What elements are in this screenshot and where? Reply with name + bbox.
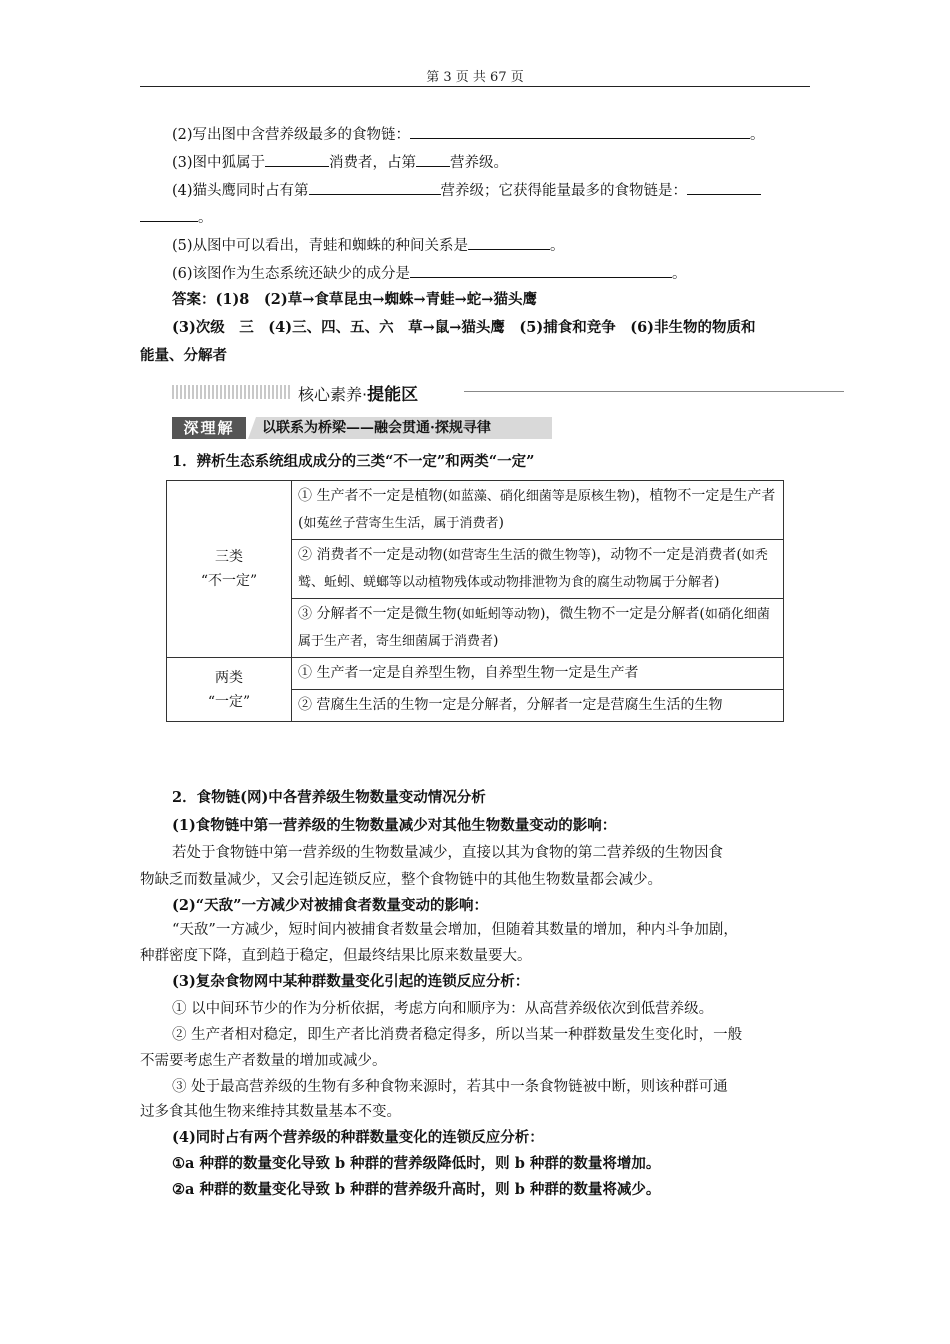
subsection-1-title: (1)食物链中第一营养级的生物数量减少对其他生物数量变动的影响： xyxy=(172,817,617,834)
table-row xyxy=(167,658,784,690)
banner-dots xyxy=(172,385,292,399)
paragraph-line: 物缺乏而数量减少，又会引起连锁反应，整个食物链中的其他生物数量都会减少。 xyxy=(140,872,662,888)
paragraph-line: “天敌”一方减少，短时间内被捕食者数量会增加，但随着其数量的增加，种内斗争加剧， xyxy=(172,922,738,938)
banner-rule xyxy=(464,391,844,392)
list-item: ③ 处于最高营养级的生物有多种食物来源时，若其中一条食物链被中断，则该种群可通 xyxy=(172,1079,728,1095)
question-3: (3)图中狐属于 消费者，占第 营养级。 xyxy=(172,152,508,173)
paragraph-line: 若处于食物链中第一营养级的生物数量减少，直接以其为食物的第二营养级的生物因食 xyxy=(172,845,723,861)
answer-line-1: 答案：(1)8 (2)草→食草昆虫→蜘蛛→青蛙→蛇→猫头鹰 xyxy=(172,291,537,308)
list-item: ①a 种群的数量变化导致 b 种群的营养级降低时，则 b 种群的数量将增加。 xyxy=(172,1155,661,1172)
answer-blank xyxy=(687,180,761,195)
table-cell: ② 消费者不一定是动物(如营寄生生活的微生物等)，动物不一定是消费者(如秃鹫、蚯蚓、蜣螂等以动植物残体或动物排泄物为食的腐生动物属于分解者) xyxy=(292,540,784,599)
category-cell: 三类 “不一定” xyxy=(167,481,292,658)
tag-label: 深理解 xyxy=(172,417,246,439)
question-4-continued: 。 xyxy=(140,207,213,228)
question-5: (5)从图中可以看出，青蛙和蜘蛛的种间关系是 。 xyxy=(172,235,565,256)
question-6: (6)该图作为生态系统还缺少的成分是 。 xyxy=(172,263,687,284)
point-2-title: 2．食物链(网)中各营养级生物数量变动情况分析 xyxy=(172,789,486,806)
table-row xyxy=(167,481,784,540)
answer-blank xyxy=(468,235,550,250)
section-banner xyxy=(172,380,844,406)
question-4: (4)猫头鹰同时占有第 营养级；它获得能量最多的食物链是： xyxy=(172,180,761,201)
components-table xyxy=(166,480,784,722)
list-item: ② 生产者相对稳定，即生产者比消费者稳定得多，所以当某一种群数量发生变化时，一般 xyxy=(172,1027,743,1043)
subsection-4-title: (4)同时占有两个营养级的种群数量变化的连锁反应分析： xyxy=(172,1129,544,1146)
section-tag xyxy=(172,417,552,439)
point-1-title: 1．辨析生态系统组成成分的三类“不一定”和两类“一定” xyxy=(172,453,535,470)
list-item-continued: 不需要考虑生产者数量的增加或减少。 xyxy=(140,1053,387,1069)
answer-blank xyxy=(410,124,750,139)
page-number-header: 第 3 页 共 67 页 xyxy=(426,70,524,85)
list-item: ① 以中间环节少的作为分析依据，考虑方向和顺序为：从高营养级依次到低营养级。 xyxy=(172,1001,714,1017)
list-item: ②a 种群的数量变化导致 b 种群的营养级升高时，则 b 种群的数量将减少。 xyxy=(172,1181,661,1198)
paragraph-line: 种群密度下降，直到趋于稳定，但最终结果比原来数量要大。 xyxy=(140,948,532,964)
answer-blank xyxy=(410,263,672,278)
subsection-3-title: (3)复杂食物网中某种群数量变化引起的连锁反应分析： xyxy=(172,973,530,990)
question-2: (2)写出图中含营养级最多的食物链： 。 xyxy=(172,124,765,145)
answer-blank xyxy=(309,180,441,195)
banner-title: 核心素养·提能区 xyxy=(298,385,419,405)
category-cell: 两类 “一定” xyxy=(167,658,292,722)
answer-blank xyxy=(416,152,450,167)
answer-blank xyxy=(140,207,198,222)
answer-line-3: 能量、分解者 xyxy=(140,347,227,364)
tag-subtitle: 以联系为桥梁——融会贯通·探规寻律 xyxy=(246,417,552,439)
table-cell: ② 营腐生生活的生物一定是分解者，分解者一定是营腐生生活的生物 xyxy=(292,690,784,722)
list-item-continued: 过多食其他生物来维持其数量基本不变。 xyxy=(140,1104,401,1120)
table-cell: ① 生产者不一定是植物(如蓝藻、硝化细菌等是原核生物)，植物不一定是生产者(如菟丝子营寄生生活，属于消费者) xyxy=(292,481,784,540)
subsection-2-title: (2)“天敌”一方减少对被捕食者数量变动的影响： xyxy=(172,897,488,914)
table-cell: ① 生产者一定是自养型生物，自养型生物一定是生产者 xyxy=(292,658,784,690)
table-cell: ③ 分解者不一定是微生物(如蚯蚓等动物)，微生物不一定是分解者(如硝化细菌属于生产者，寄生细菌属于消费者) xyxy=(292,599,784,658)
answer-blank xyxy=(265,152,329,167)
answer-line-2: (3)次级 三 (4)三、四、五、六 草→鼠→猫头鹰 (5)捕食和竞争 (6)非生物的物质和 xyxy=(172,319,756,336)
header-rule xyxy=(140,86,810,87)
